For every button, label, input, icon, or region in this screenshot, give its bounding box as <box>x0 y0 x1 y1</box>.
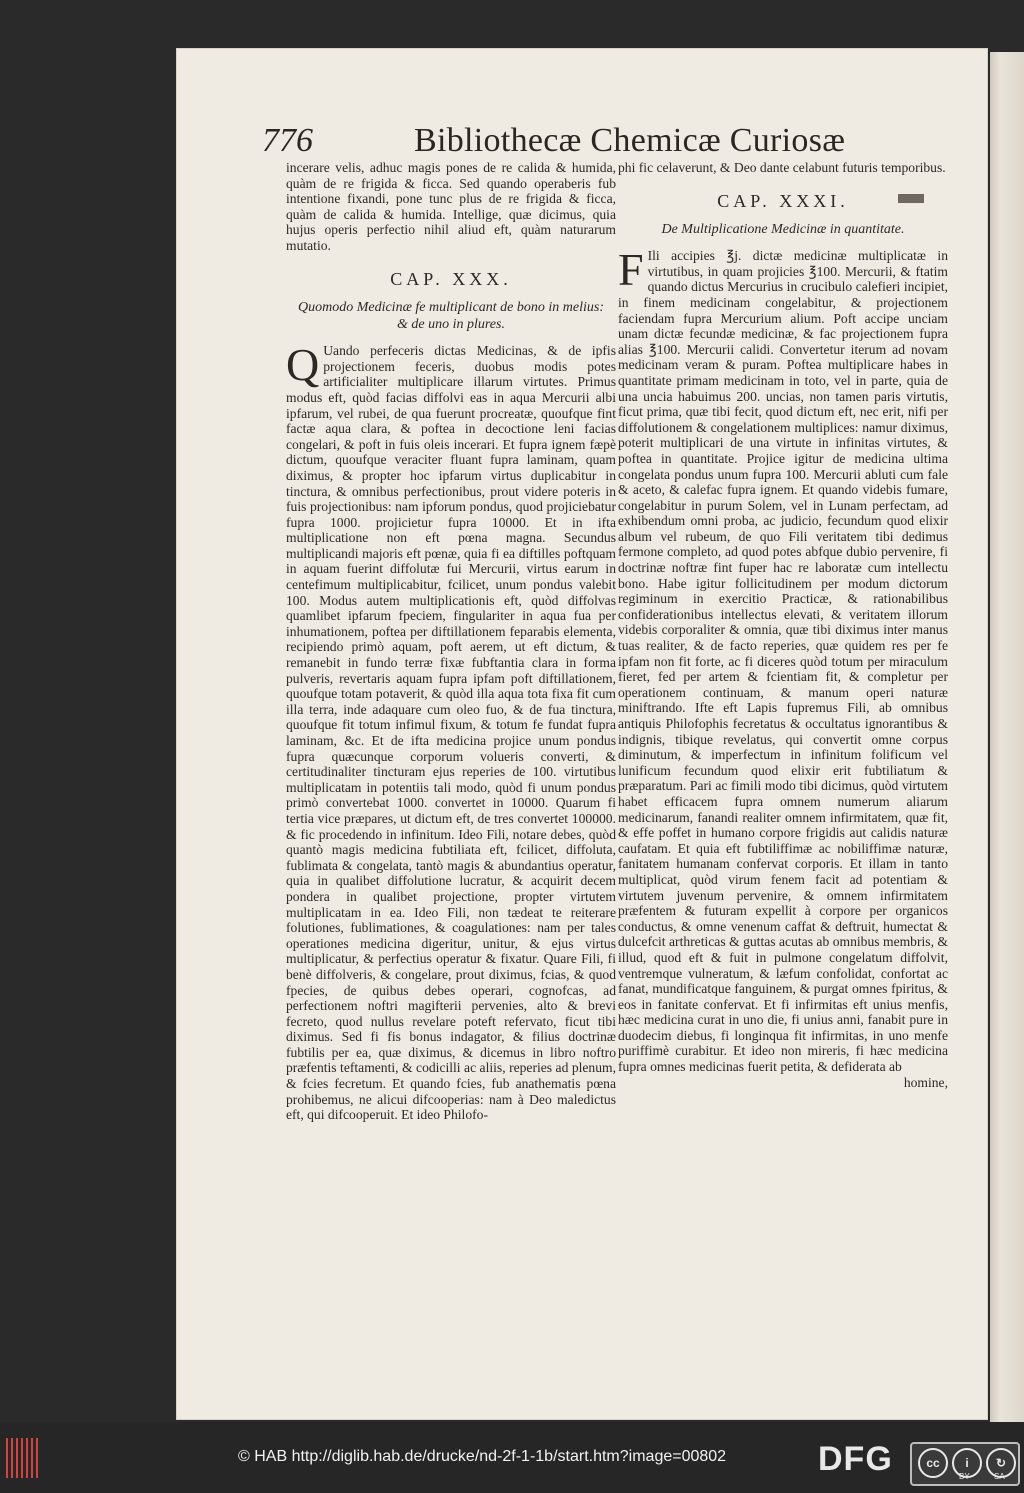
source-link[interactable]: © HAB http://diglib.hab.de/drucke/nd-2f-1-1b/start.htm?image=00802 <box>238 1448 727 1465</box>
book-title: Bibliothecæ Chemicæ Curiosæ <box>414 122 846 159</box>
chapter-body-text: Uando perfeceris dictas Medicinas, & de ipfis projectionem feceris, duobus modis potes artificialiter multiplicare illarum virtutes. Primus modus eft, quòd facias diffolvi eas in aqua Mercurii albi ipfarum, vel rubei, de qua fuerunt procreatæ, quoufque fint factæ aqua clara, & poftea in decoctione leni facias congelari, & poft in fuis oleis incerari. Et fupra ignem fæpè dictum, quoufque veraciter fluant fupra laminam, quam diximus, & propter hoc ipfarum virtus duplicabitur in tinctura, & omnibus perfectionibus, prout videre poteris in fuis projectionibus: nam ipforum pondus, quod projiciebatur fupra 1000. projicietur fupra 10000. Et in ifta multiplicatione non eft pœna magna. Secundus multiplicandi majoris eft pœnæ, quia fi ea diftilles poftquam in aquam fuerint diffolutæ fui Mercurii, virtus earum in centefimum multiplicabitur, fcilicet, unum pondus valebit 100. Modus autem multiplicationis eft, quòd diffolvas quamlibet ipfarum fpeciem, fingulariter in aqua fua per inhumationem, poftea per diftillationem feparabis elementa, recipiendo primò aquam, poft aerem, ut eft dictum, & remanebit in fundo terræ fixæ fubftantia clara in forma pulveris, revertaris aquam fupra ipfam poft diftillationem, quoufque totam potaverit, & quòd illa aqua tota fixa fit cum illa terra, inde adaquare cum oleo fuo, & de fua tinctura, quoufque fit totum infimul fixum, & totum fe fundat fupra laminam, &c. Et de ifta medicina projice unum pondus fupra quæcunque corporum volueris converti, & certitudinaliter tincturam ejus reperies de 100. virtutibus multiplicatam in potentiis tali modo, quòd fi unum pondus primò convertebat 1000. convertet in 10000. Quarum fi tertia vice præpares, ut dictum eft, de tres convertet 100000. & fic procedendo in infinitum. Ideo Fili, notare debes, quòd quantò magis medicina fubtiliata eft, fcilicet, diffoluta, fublimata & congelata, tantò magis & abundantius operatur, quia in qualibet diffolutione lucratur, & acquirit decem pondera in qualibet projectione, propter virtutem multiplicatam in ea. Ideo Fili, non tædeat te reiterare folutiones, fublimationes, & coagulationes: nam per tales operationes medicina digeritur, unitur, & ejus virtus multiplicatur, & perfectius operatur & fixatur. Quare Fili, fi benè diffolveris, & congelare, prout diximus, fcias, & quod fpecies, de quibus debes operari, cognofcas, ad perfectionem noftri magifterii pervenies, alto & brevi fecreto, quod nullus revelare poteft refervato, ficut tibi diximus. Sed fi fis bonus indagator, & filius doctrinæ fubtilis per ea, quæ diximus, & dicemus in libro noftro præfentis teftamenti, & codicilli ac aliis, reperies ad plenum, & fcies fecretum. Et quando fcies, fub anathematis pœna prohibemus, ne alicui difcooperias: nam à Deo maledictus eft, qui difcooperuit. Et ideo Philofo- <box>286 343 616 1123</box>
cc-icon: cc <box>918 1448 948 1478</box>
share-alike-icon: ↻ <box>986 1448 1016 1478</box>
chapter-body-text: Ili accipies ℥j. dictæ medicinæ multiplicatæ in virtutibus, in quam projicies ℥100. Mercurii, & ftatim quando dictus Mercurius in crucibulo calefieri incipiet, in finem medicinam congelabitur, & projectionem faciendam fupra Mercurium alium. Poft accipe unciam unam dictæ fecundæ medicinæ, & fac projectionem fupra alias ℥100. Mercurii calidi. Convertetur iterum ad novam medicinam veram & puram. Poftea multiplicare habes in quantitate primam medicinam in toto, vel in parte, quia de una uncia habuimus 200. uncias, non tamen paris virtutis, ficut prima, quæ tibi fecit, quod dictum eft, nec erit, nifi per diffolutionem & congelationem multiplices: namur diximus, poterit multiplicari de una virtute in infinitas virtutes, & poftea in quantitate. Projice igitur de medicina ultima congelata pondus unum fupra 100. Mercurii abluti cum fale & aceto, & calefac fupra ignem. Et quando videbis fumare, congelabitur in purum Solem, vel in Lunam perfectam, ad exhibendum omni proba, ac judicio, fecundum quod elixir album vel rubeum, de quo Fili veritatem tibi dedimus fermone completo, ad quod potes abfque dubio pervenire, fi doctrinæ noftræ fint fuper hac re laboratæ cum intellectu bono. Habe igitur follicitudinem per modum dictorum regiminum in exercitio Practicæ, & rationabilibus confiderationibus intellectus elevati, & veritatem illorum videbis corporaliter & omnia, quæ tibi diximus inter manus tuas realiter, & de facto reperies, quæ quidem res per fe ipfam non fit forte, ac fi diceres quòd totum per miraculum fieret, fed per artem & fcientiam fit, & completur per operationem continuam, & manum operi naturæ miniftrando. Ifte eft Lapis fupremus Fili, ab omnibus antiquis Philofophis fecretatus & occultatus ignorantibus & indignis, tibique revelatus, qui convertit omne corpus diminutum, & imperfectum in infinitum folificum vel lunificum fecundum quod elixir erit fubtiliatum & præparatum. Pari ac fimili modo tibi dicimus, quòd virtutem habet efficacem fupra omnem numerum aliarum medicinarum, fanandi realiter omnem infirmitatem, quæ fit, & effe poffet in humano corpore frigidis aut calidis naturæ caufatam. Et quia eft fubtiliffimæ ac nobiliffimæ naturæ, fanitatem humanam confervat corporis. Et illam in tanto multiplicat, quòd virum fenem facit ad potentiam & virtutem juvenum pervenire, & omnem infirmitatem præfentem & futuram expellit à corpore per organicos conductus, & omne venenum caffat & deftruit, humectat & dulcefcit arthreticas & guttas acutas ab omnibus membris, & illud, quod eft & fuit in pulmone congelatum diffolvit, ventremque vulneratum, & læfum confolidat, confortat ac fanat, mundificatque fanguinem, & purgat omnes fpiritus, & eos in fanitate confervat. Et fi infirmitas eft unius menfis, hæc medicina curat in uno die, fi unius anni, fanabit pure in duodecim diebus, fi longinqua fit infirmitas, in uno menfe puriffimè curabitur. Et ideo non mireris, fi hæc medicina fupra omnes medicinas fuerit petita, & defiderata ab <box>618 248 948 1075</box>
left-opening-paragraph: incerare velis, adhuc magis pones de re calida & humida, quàm de re frigida & ficca. Sed quando operaberis fub intentione fixandi, pone tunc plus de re frigida & ficca, quàm de calida & humida. Intellige, quæ dicimus, quia hujus operis perfectio nihil aliud eft, quàm naturarum mutatio. <box>286 160 616 253</box>
running-head <box>262 122 982 162</box>
drop-capital: Q <box>286 339 320 391</box>
right-opening-paragraph: phi fic celaverunt, & Deo dante celabunt futuris temporibus. <box>618 160 946 175</box>
drop-capital: F <box>618 244 644 296</box>
chapter-title: Quomodo Medicinæ fe multiplicant de bono in melius: & de uno in plures. <box>297 300 604 333</box>
chapter-heading: CAP. XXX. <box>390 268 512 289</box>
attribution-icon: i <box>952 1448 982 1478</box>
cc-license-badge[interactable] <box>910 1442 1020 1486</box>
license-label-by: BY <box>959 1472 970 1481</box>
license-label-sa: SA <box>994 1472 1005 1481</box>
page-number: 776 <box>262 122 313 159</box>
chapter-title: De Multiplicatione Medicinæ in quantitate. <box>661 222 905 238</box>
viewer-footer <box>0 1422 1024 1493</box>
chapter-body <box>618 244 948 1075</box>
barcode-icon <box>6 1438 40 1478</box>
catchword: homine, <box>903 1074 948 1090</box>
chapter-body <box>286 339 616 1123</box>
facing-page-edge <box>990 52 1024 1422</box>
book-page <box>176 48 988 1420</box>
chapter-heading: CAP. XXXI. <box>717 190 849 211</box>
dfg-logo: DFG <box>818 1440 893 1478</box>
right-text-column <box>618 160 948 1090</box>
left-text-column <box>286 160 616 1123</box>
